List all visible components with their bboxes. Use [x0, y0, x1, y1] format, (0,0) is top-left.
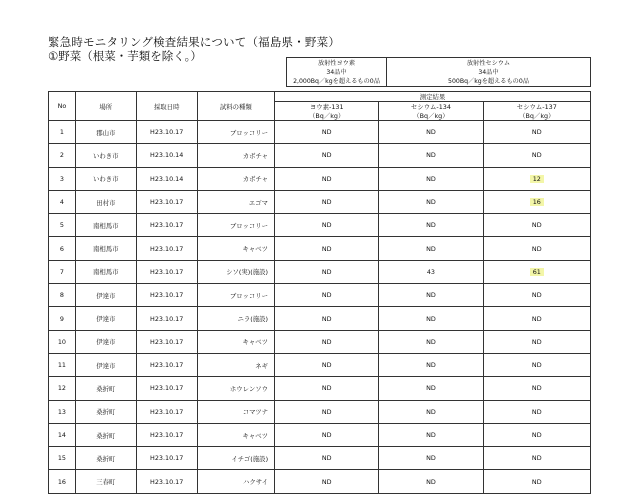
cell-i131: ND [275, 377, 379, 400]
header-no: No [49, 92, 76, 121]
cell-no: 9 [49, 307, 76, 330]
table-row [49, 167, 591, 190]
cell-item: エゴマ [197, 190, 274, 213]
iodine-summary-box [286, 57, 387, 87]
cell-place: いわき市 [75, 167, 136, 190]
cell-no: 2 [49, 144, 76, 167]
cell-date: H23.10.17 [136, 330, 197, 353]
header-result: 測定結果 [275, 92, 591, 102]
header-unit: （Bq／kg） [483, 111, 590, 121]
cell-item: イチゴ(施設) [197, 447, 274, 470]
cell-i131: ND [275, 470, 379, 493]
highlighted-value: 61 [530, 268, 544, 276]
cell-cs137: ND [483, 307, 590, 330]
cell-cs137: ND [483, 237, 590, 260]
cell-no: 4 [49, 190, 76, 213]
cesium-summary-line1: 放射性セシウム [466, 60, 511, 67]
cell-place: 伊達市 [75, 330, 136, 353]
cell-no: 16 [49, 470, 76, 493]
table-row [49, 284, 591, 307]
cell-i131: ND [275, 167, 379, 190]
cell-cs137: ND [483, 400, 590, 423]
cesium-summary-box [386, 57, 591, 87]
cell-cs134: ND [379, 190, 483, 213]
cell-no: 11 [49, 353, 76, 376]
cell-place: いわき市 [75, 144, 136, 167]
cell-date: H23.10.17 [136, 121, 197, 144]
cell-cs134: ND [379, 214, 483, 237]
table-row [49, 260, 591, 283]
cell-item: ブロッコリー [197, 284, 274, 307]
cesium-summary-line2: 34品中 [478, 69, 499, 76]
document-title: 緊急時モニタリング検査結果について（福島県・野菜） [48, 35, 341, 49]
cell-item: コマツナ [197, 400, 274, 423]
header-place: 場所 [75, 92, 136, 121]
cell-cs137: ND [483, 470, 590, 493]
cell-place: 三春町 [75, 470, 136, 493]
cell-cs137 [483, 260, 590, 283]
cell-item: キャベツ [197, 330, 274, 353]
cell-date: H23.10.17 [136, 377, 197, 400]
header-unit: （Bq／kg） [275, 111, 379, 121]
cell-date: H23.10.14 [136, 144, 197, 167]
table-row [49, 470, 591, 493]
cell-place: 南相馬市 [75, 260, 136, 283]
cell-date: H23.10.17 [136, 190, 197, 213]
table-row [49, 353, 591, 376]
cell-i131: ND [275, 260, 379, 283]
cell-item: カボチャ [197, 167, 274, 190]
cell-date: H23.10.17 [136, 400, 197, 423]
cell-no: 10 [49, 330, 76, 353]
cell-i131: ND [275, 144, 379, 167]
header-i131: ヨウ素-131 [275, 102, 379, 112]
cell-cs137: ND [483, 377, 590, 400]
cell-item: カボチャ [197, 144, 274, 167]
cell-cs137: ND [483, 447, 590, 470]
cell-no: 14 [49, 423, 76, 446]
cell-i131: ND [275, 307, 379, 330]
cell-place: 田村市 [75, 190, 136, 213]
cell-date: H23.10.17 [136, 423, 197, 446]
cell-place: 桑折町 [75, 423, 136, 446]
cell-item: シソ(実)(施設) [197, 260, 274, 283]
cell-no: 5 [49, 214, 76, 237]
cell-cs137: ND [483, 144, 590, 167]
cell-no: 8 [49, 284, 76, 307]
cell-i131: ND [275, 447, 379, 470]
highlighted-value: 12 [530, 175, 544, 183]
cell-item: ネギ [197, 353, 274, 376]
cell-cs137: ND [483, 284, 590, 307]
cell-cs137 [483, 190, 590, 213]
cell-cs137: ND [483, 353, 590, 376]
cell-place: 伊達市 [75, 284, 136, 307]
cell-place: 桑折町 [75, 447, 136, 470]
table-row [49, 214, 591, 237]
cell-place: 南相馬市 [75, 214, 136, 237]
cell-i131: ND [275, 400, 379, 423]
cell-date: H23.10.17 [136, 447, 197, 470]
highlighted-value: 16 [530, 198, 544, 206]
cell-date: H23.10.17 [136, 214, 197, 237]
header-date: 採取日時 [136, 92, 197, 121]
iodine-summary-line2: 34品中 [326, 69, 347, 76]
cell-item: ハクサイ [197, 470, 274, 493]
cell-cs134: ND [379, 237, 483, 260]
cell-date: H23.10.17 [136, 260, 197, 283]
cell-i131: ND [275, 237, 379, 260]
cell-cs134: ND [379, 330, 483, 353]
cell-date: H23.10.14 [136, 167, 197, 190]
cell-cs134: ND [379, 377, 483, 400]
cell-cs134: ND [379, 121, 483, 144]
cell-no: 7 [49, 260, 76, 283]
cell-cs134: ND [379, 144, 483, 167]
cell-i131: ND [275, 330, 379, 353]
cell-cs134: ND [379, 284, 483, 307]
cell-i131: ND [275, 121, 379, 144]
cell-cs134: ND [379, 400, 483, 423]
cell-i131: ND [275, 214, 379, 237]
header-unit: （Bq／kg） [379, 111, 483, 121]
table-row [49, 447, 591, 470]
table-row [49, 121, 591, 144]
cell-no: 1 [49, 121, 76, 144]
cell-i131: ND [275, 284, 379, 307]
cell-no: 15 [49, 447, 76, 470]
cell-cs137: ND [483, 121, 590, 144]
table-row [49, 330, 591, 353]
cell-date: H23.10.17 [136, 470, 197, 493]
table-row [49, 377, 591, 400]
cell-no: 3 [49, 167, 76, 190]
cell-date: H23.10.17 [136, 237, 197, 260]
cell-place: 桑折町 [75, 377, 136, 400]
cell-cs137 [483, 167, 590, 190]
cell-cs137: ND [483, 214, 590, 237]
table-row [49, 423, 591, 446]
cell-item: ブロッコリー [197, 214, 274, 237]
cell-cs134: ND [379, 423, 483, 446]
section-title: ①野菜（根菜・芋類を除く。） [48, 49, 202, 63]
cell-place: 南相馬市 [75, 237, 136, 260]
cell-cs137: ND [483, 330, 590, 353]
cell-no: 13 [49, 400, 76, 423]
cell-item: キャベツ [197, 423, 274, 446]
cell-place: 伊達市 [75, 307, 136, 330]
header-item: 試料の種類 [197, 92, 274, 121]
cell-cs134: 43 [379, 260, 483, 283]
cell-cs134: ND [379, 470, 483, 493]
cell-cs134: ND [379, 353, 483, 376]
cell-i131: ND [275, 353, 379, 376]
cell-place: 伊達市 [75, 353, 136, 376]
cell-date: H23.10.17 [136, 307, 197, 330]
cell-no: 6 [49, 237, 76, 260]
cesium-summary-line3: 500Bq／kgを超えるもの0品 [448, 78, 529, 85]
cell-cs134: ND [379, 167, 483, 190]
table-row [49, 400, 591, 423]
cell-place: 桑折町 [75, 400, 136, 423]
cell-item: キャベツ [197, 237, 274, 260]
cell-date: H23.10.17 [136, 353, 197, 376]
table-row [49, 307, 591, 330]
table-row [49, 237, 591, 260]
cell-cs137: ND [483, 423, 590, 446]
cell-i131: ND [275, 423, 379, 446]
cell-cs134: ND [379, 307, 483, 330]
header-cs134: セシウム-134 [379, 102, 483, 112]
iodine-summary-line3: 2,000Bq／kgを超えるもの0品 [293, 78, 380, 85]
table-row [49, 144, 591, 167]
header-cs137: セシウム-137 [483, 102, 590, 112]
cell-cs134: ND [379, 447, 483, 470]
cell-date: H23.10.17 [136, 284, 197, 307]
cell-place: 郡山市 [75, 121, 136, 144]
results-table [48, 91, 591, 494]
cell-item: ブロッコリー [197, 121, 274, 144]
cell-item: ニラ(施設) [197, 307, 274, 330]
cell-i131: ND [275, 190, 379, 213]
iodine-summary-line1: 放射性ヨウ素 [317, 60, 356, 67]
cell-item: ホウレンソウ [197, 377, 274, 400]
table-row [49, 190, 591, 213]
cell-no: 12 [49, 377, 76, 400]
